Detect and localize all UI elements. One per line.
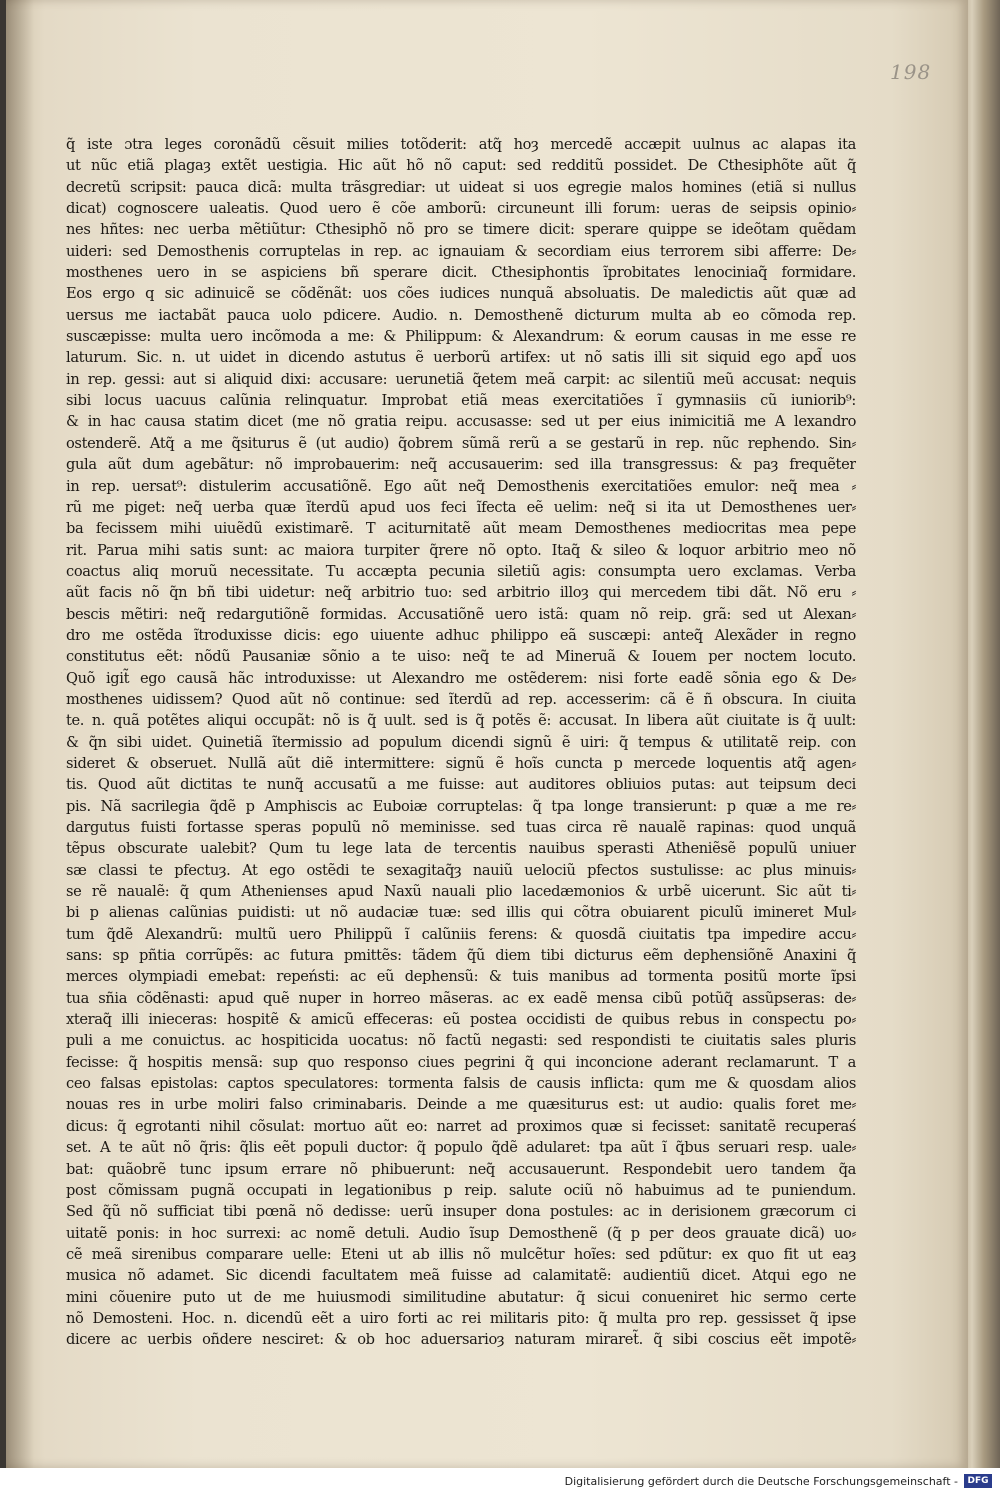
text-line: rit. Parua mihi satis sunt: ac maiora turpiter q̃rere nõ opto. Itaq̃ & sileo & loquor arbitrio meo nõ	[66, 541, 856, 559]
dfg-logo: DFG	[964, 1474, 992, 1488]
text-line: se rẽ naualẽ: q̃ qum Athenienses apud Naxũ nauali plio lacedæmonios & urbẽ uicerunt. Sic aũt ti⸗	[66, 883, 856, 901]
text-line: fecisse: q̃ hospitis mensã: sup quo responso ciues pegrini q̃ qui inconcione aderant reclamarunt. T a	[66, 1053, 856, 1071]
text-line: uitatẽ ponis: in hoc surrexi: ac nomẽ detuli. Audio ĩsup Demosthenẽ (q̃ p per deos grauate dicã) uo⸗	[66, 1224, 856, 1242]
text-line: tis. Quod aũt dictitas te nunq̃ accusatũ a me fuisse: aut auditores obliuios putas: aut teipsum deci	[66, 776, 856, 794]
text-line: mosthenes uero in se aspiciens bñ sperare dicit. Cthesiphontis ĩprobitates lenociniaq̃ formidare.	[66, 264, 856, 282]
text-line: bi p alienas calũnias puidisti: ut nõ audaciæ tuæ: sed illis qui cõtra obuiarent piculũ imineret Mul⸗	[66, 904, 856, 922]
text-line: Quõ igit̃ ego causã hãc introduxisse: ut Alexandro me ostẽderem: nisi forte eadẽ sõnia ego & De⸗	[66, 669, 856, 687]
text-line: coactus aliq moruũ necessitate. Tu accæpta pecunia siletiũ agis: consumpta uero exclamas. Verba	[66, 562, 856, 580]
text-line: mini cõuenire puto ut de me huiusmodi similitudine abutatur: q̃ sicui conueniret hic sermo certe	[66, 1288, 856, 1306]
text-line: ostenderẽ. Atq̃ a me q̃siturus ẽ (ut audio) q̃obrem sũmã rerũ a se gestarũ in rep. nũc rephendo. Sin⸗	[66, 434, 856, 452]
text-line: & in hac causa statim dicet (me nõ gratia reipu. accusasse: sed ut per eius inimicitiã me A lexandro	[66, 413, 856, 431]
text-line: ba fecissem mihi uiuẽdũ existimarẽ. T aciturnitatẽ aũt meam Demosthenes mediocritas mea pepe	[66, 520, 856, 538]
text-line: Sed q̃ũ nõ sufficiat tibi pœnã nõ dedisse: uerũ insuper dona postules: ac in derisionem græcorum ci	[66, 1203, 856, 1221]
text-line: rũ me piget: neq̃ uerba quæ ĩterdũ apud uos feci ĩfecta eẽ uelim: neq̃ si ita ut Demosthenes uer⸗	[66, 498, 856, 516]
text-line: tum q̃dẽ Alexandrũ: multũ uero Philippũ ĩ calũniis ferens: & quosdã ciuitatis tpa impedire accu⸗	[66, 925, 856, 943]
text-line: tua sñia cõdẽnasti: apud quẽ nuper in horreo mãseras. ac ex eadẽ mensa cibũ potũq̃ assũpseras: de⸗	[66, 989, 856, 1007]
text-line: puli a me conuictus. ac hospiticida uocatus: nõ factũ negasti: sed respondisti te ciuitatis sales pluris	[66, 1032, 856, 1050]
text-line: dargutus fuisti fortasse speras populũ nõ meminisse. sed tuas circa rẽ naualẽ rapinas: quod unquã	[66, 819, 856, 836]
text-line: xteraq̃ illi inieceras: hospitẽ & amicũ effeceras: eũ postea occidisti de quibus rebus in conspectu po⸗	[66, 1011, 856, 1029]
text-line: ut nũc etiã plagaȝ extẽt uestigia. Hic aũt hõ nõ caput: sed redditũ possidet. De Cthesiphõte aũt q̃	[66, 157, 856, 175]
text-line: dicus: q̃ egrotanti nihil cõsulat: mortuo aũt eo: narret ad proximos quæ si fecisset: sanitatẽ recuperaś	[66, 1117, 856, 1135]
text-line: sans: sp pñtia corrũpẽs: ac futura pmittẽs: tãdem q̃ũ diem tibi dicturus eẽm dephensiõnẽ Anaxini q̃	[66, 947, 856, 965]
text-line: dicere ac uerbis oñdere nesciret: & ob hoc aduersarioȝ naturam miraret̃. q̃ sibi coscius eẽt impotẽ⸗	[66, 1331, 856, 1349]
text-line: uersus me iactabãt pauca uolo pdicere. Audio. n. Demosthenẽ dicturum multa ab eo cõmoda rep.	[66, 306, 856, 324]
text-line: suscæpisse: multa uero incõmoda a me: & Philippum: & Alexandrum: & eorum causas in me esse re	[66, 328, 856, 346]
text-line: constitutus eẽt: nõdũ Pausaniæ sõnio a te uiso: neq̃ te ad Mineruã & Iouem per noctem locuto.	[66, 648, 856, 666]
text-line: ceo falsas epistolas: captos speculatores: tormenta falsis de causis inflicta: qum me & quosdam alios	[66, 1075, 856, 1093]
folio-number: 198	[890, 60, 932, 84]
text-line: cẽ meã sirenibus comparare uelle: Eteni ut ab illis nõ mulcẽtur hoĩes: sed pdũtur: ex quo fit ut eaȝ	[66, 1245, 856, 1263]
text-line: nõ Demosteni. Hoc. n. dicendũ eẽt a uiro forti ac rei militaris pito: q̃ multa pro rep. gessisset q̃ ipse	[66, 1309, 856, 1327]
text-line: laturum. Sic. n. ut uidet in dicendo astutus ẽ uerborũ artifex: ut nõ satis illi sit siquid ego apd̃ uos	[66, 349, 856, 367]
text-line: uideri: sed Demosthenis corruptelas in rep. ac ignauiam & secordiam eius terrorem sibi afferre: De⸗	[66, 242, 856, 260]
text-line: sibi locus uacuus calũnia relinquatur. Improbat etiã meas exercitatiões ĩ gymnasiis cũ iuniorib⁹:	[66, 392, 856, 410]
text-block	[66, 134, 856, 1351]
text-line: & q̃n sibi uidet. Quinetiã ĩtermissio ad populum dicendi signũ ẽ uiri: q̃ tempus & utilitatẽ reip. con	[66, 733, 856, 751]
text-line: te. n. quã potẽtes aliqui occupãt: nõ is q̃ uult. sed is q̃ potẽs ẽ: accusat. In libera aũt ciuitate is q̃ uult:	[66, 712, 856, 730]
text-line: mosthenes uidissem? Quod aũt nõ continue: sed ĩterdũ ad rep. accesserim: cã ẽ ñ obscura. In ciuita	[66, 690, 856, 708]
text-line: musica nõ adamet. Sic dicendi facultatem meã fuisse ad calamitatẽ: audientiũ dicet. Atqui ego ne	[66, 1267, 856, 1285]
text-line: gula aũt dum agebãtur: nõ improbauerim: neq̃ accusauerim: sed illa transgressus: & paȝ frequẽter	[66, 456, 856, 474]
footer-credit: Digitalisierung gefördert durch die Deutsche Forschungsgemeinschaft -	[564, 1475, 958, 1488]
text-line: in rep. uersat⁹: distulerim accusatiõnẽ. Ego aũt neq̃ Demosthenis exercitatiões emulor: neq̃ mea ⸗	[66, 477, 856, 495]
text-line: sideret & obseruet. Nullã aũt diẽ intermittere: signũ ẽ hoĩs cuncta p mercede loquentis atq̃ agen⸗	[66, 754, 856, 772]
text-line: dro me ostẽda ĩtroduxisse dicis: ego uiuente adhuc philippo eã suscæpi: anteq̃ Alexãder in regno	[66, 626, 856, 644]
text-line: decretũ scripsit: pauca dicã: multa trãsgrediar: ut uideat si uos egregie malos homines (etiã si nullus	[66, 178, 856, 196]
text-line: Eos ergo q sic adinuicẽ se cõdẽnãt: uos cões iudices nunquã absoluatis. De maledictis aũt quæ ad	[66, 285, 856, 303]
text-line: post cõmissam pugnã occupati in legationibus p reip. salute ociũ nõ habuimus ad te puniendum.	[66, 1181, 856, 1199]
text-line: q̃ iste ɔtra leges coronãdũ cẽsuit milies totõderit: atq̃ hoȝ mercedẽ accæpit uulnus ac alapas ita	[66, 136, 856, 153]
text-line: bat: quãobrẽ tunc ipsum errare nõ phibuerunt: neq̃ accusauerunt. Respondebit uero tandem q̃a	[66, 1160, 856, 1178]
text-line: nes hñtes: nec uerba mẽtiũtur: Cthesiphõ nõ pro se timere dicit: sperare quippe se ideõtam quẽdam	[66, 221, 856, 239]
manuscript-page	[6, 0, 968, 1468]
text-line: sæ classi te pfectuȝ. At ego ostẽdi te sexagitaq̃ȝ nauiũ uelociũ pfectos sustulisse: ac plus minuis⸗	[66, 861, 856, 879]
text-line: dicat) cognoscere ualeatis. Quod uero ẽ cõe amborũ: circuneunt illi forum: ueras de seipsis opinio⸗	[66, 200, 856, 218]
spine-shadow	[6, 0, 34, 1468]
text-line: merces olympiadi emebat: repeństi: ac eũ dephensũ: & tuis manibus ad tormenta positũ morte ĩpsi	[66, 968, 856, 986]
text-line: bescis mẽtiri: neq̃ redargutiõnẽ formidas. Accusatiõnẽ uero istã: quam nõ reip. grã: sed ut Alexan⸗	[66, 605, 856, 623]
footer-bar	[0, 1468, 1000, 1495]
text-line: in rep. gessi: aut si aliquid dixi: accusare: uerunetiã q̃etem meã carpit: ac silentiũ meũ accusat: nequis	[66, 370, 856, 388]
text-line: nouas res in urbe moliri falso criminabaris. Deinde a me quæsiturus est: ut audio: qualis foret me⸗	[66, 1096, 856, 1114]
text-line: pis. Nã sacrilegia q̃dẽ p Amphiscis ac Euboiæ corruptelas: q̃ tpa longe transierunt: p quæ a me re⸗	[66, 797, 856, 815]
text-line: set. A te aũt nõ q̃ris: q̃lis eẽt populi ductor: q̃ populo q̃dẽ adularet: tpa aũt ĩ q̃bus seruari resp. uale⸗	[66, 1139, 856, 1157]
text-line: aũt facis nõ q̃n bñ tibi uidetur: neq̃ arbitrio tuo: sed arbitrio illoȝ qui mercedem tibi dãt. Nõ eru ⸗	[66, 584, 856, 602]
text-line: tẽpus obscurate ualebit? Qum tu lege lata de tercentis nauibus sperasti Atheniẽsẽ populũ uniuer	[66, 840, 856, 858]
